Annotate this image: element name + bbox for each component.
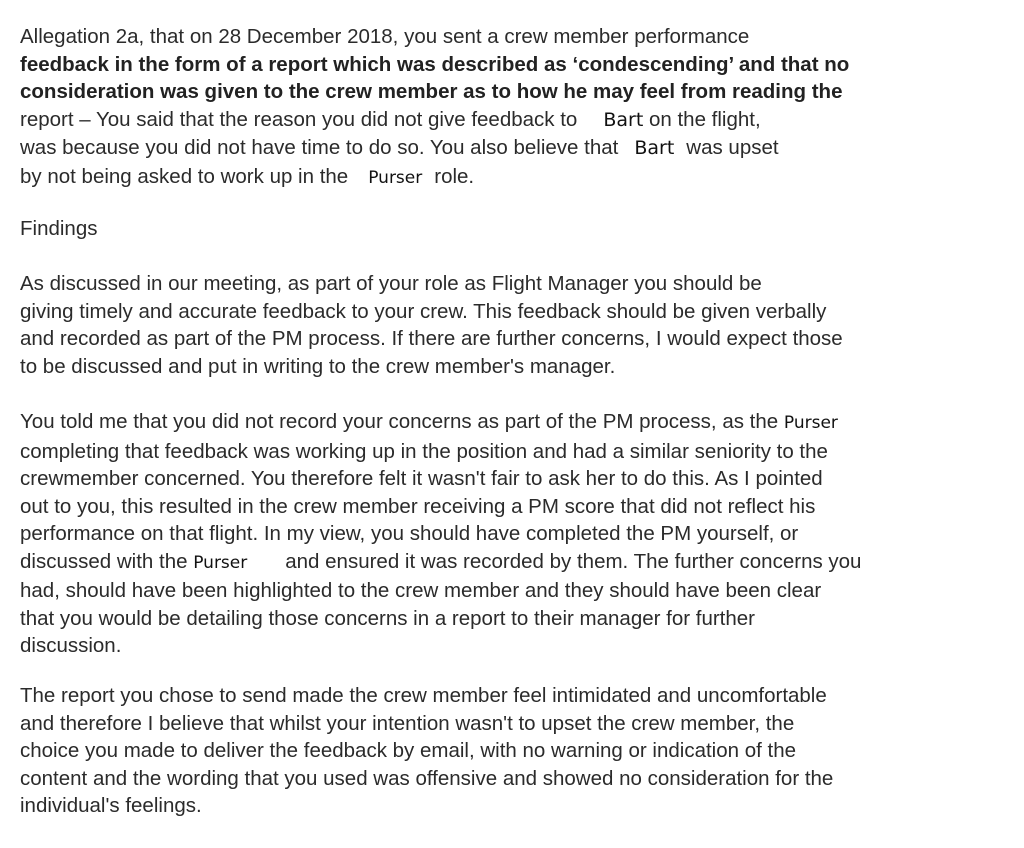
para2-line-8: that you would be detailing those concerns in a report to their manager for further bbox=[20, 606, 756, 630]
allegation-line-2: feedback in the form of a report which was described as ‘condescending’ and that no bbox=[20, 52, 850, 76]
para2-line-9: discussion. bbox=[20, 634, 122, 657]
para1-line-1: As discussed in our meeting, as part of your role as Flight Manager you should be bbox=[20, 272, 762, 295]
para2-line-6: discussed with the Purser and ensured it was recorded by them. The further concerns you bbox=[20, 549, 862, 573]
para1-line-3: and recorded as part of the PM process. If there are further concerns, I would expect those bbox=[20, 327, 843, 350]
redacted-role-2: Purser bbox=[783, 413, 838, 433]
para3-line-1: The report you chose to send made the crew member feel intimidated and uncomfortable bbox=[20, 684, 827, 707]
para3-line-2: and therefore I believe that whilst your intention wasn't to upset the crew member, the bbox=[20, 711, 795, 735]
findings-paragraph-3 bbox=[20, 682, 833, 820]
findings-heading: Findings bbox=[20, 217, 98, 240]
para2-line-7: had, should have been highlighted to the crew member and they should have been clear bbox=[20, 579, 822, 602]
para2-line-2: completing that feedback was working up in the position and had a similar seniority to the bbox=[20, 439, 828, 463]
redacted-name-2: Bart bbox=[634, 137, 675, 159]
allegation-paragraph bbox=[20, 23, 849, 192]
allegation-line-3: consideration was given to the crew member as to how he may feel from reading the bbox=[20, 80, 843, 103]
allegation-line-4: report – You said that the reason you did not give feedback to Bart on the flight, bbox=[20, 107, 761, 131]
allegation-line-5: was because you did not have time to do so. You also believe that Bart was upset bbox=[20, 136, 779, 159]
para2-line-1: You told me that you did not record your concerns as part of the PM process, as the Purser bbox=[20, 410, 838, 433]
para3-line-4: content and the wording that you used was offensive and showed no consideration for the bbox=[20, 766, 834, 790]
redacted-name-1: Bart bbox=[603, 108, 644, 131]
para2-line-5: performance on that flight. In my view, you should have completed the PM yourself, or bbox=[20, 522, 799, 545]
para3-line-3: choice you made to deliver the feedback by email, with no warning or indication of the bbox=[20, 739, 797, 762]
allegation-line-1: Allegation 2a, that on 28 December 2018, you sent a crew member performance bbox=[20, 25, 750, 48]
para3-line-5: individual's feelings. bbox=[20, 794, 202, 817]
para2-line-3: crewmember concerned. You therefore felt it wasn't fair to ask her to do this. As I pointed bbox=[20, 467, 823, 490]
para1-line-2: giving timely and accurate feedback to your crew. This feedback should be given verbally bbox=[20, 299, 827, 323]
redacted-role-3: Purser bbox=[193, 552, 248, 573]
para2-line-4: out to you, this resulted in the crew member receiving a PM score that did not reflect his bbox=[20, 494, 816, 518]
findings-paragraph-1 bbox=[20, 270, 843, 380]
redacted-role-1: Purser bbox=[368, 167, 423, 188]
para1-line-4: to be discussed and put in writing to the crew member's manager. bbox=[20, 354, 616, 378]
allegation-line-6: by not being asked to work up in the Purser role. bbox=[20, 164, 475, 188]
findings-paragraph-2 bbox=[20, 408, 861, 660]
